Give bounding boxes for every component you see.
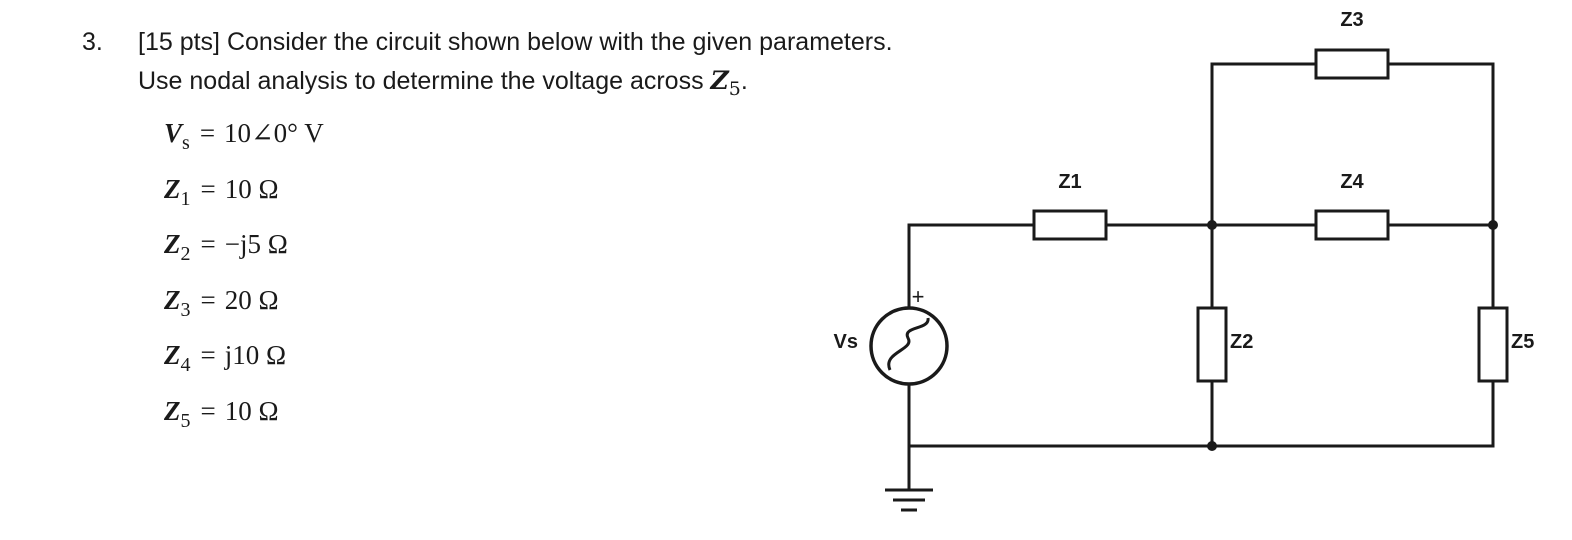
wire-z3-right xyxy=(1388,64,1493,225)
question-text-line-1: [15 pts] Consider the circuit shown below with the given parameters. xyxy=(138,28,893,56)
resistor-z4 xyxy=(1316,211,1388,239)
parameter-value: 10 Ω xyxy=(224,396,279,426)
label-vs: Vs xyxy=(833,331,858,353)
label-z1: Z1 xyxy=(1058,171,1082,193)
ground-icon xyxy=(885,490,933,510)
parameter-symbol: Z xyxy=(164,174,181,204)
parameter-value: 10∠0° V xyxy=(224,118,324,148)
junction-dot xyxy=(1207,220,1217,230)
parameter-subscript: s xyxy=(182,132,190,154)
label-z3: Z3 xyxy=(1340,9,1364,31)
wire-source-to-z1 xyxy=(909,225,1034,308)
label-plus: + xyxy=(911,284,925,309)
target-variable-subscript: 5 xyxy=(728,78,741,100)
equals-sign: = xyxy=(200,340,216,370)
resistor-z2 xyxy=(1198,308,1226,381)
equals-sign: = xyxy=(199,118,216,148)
parameter-symbol: Z xyxy=(164,229,181,259)
parameter-subscript: 3 xyxy=(180,299,191,321)
parameter-symbol: Z xyxy=(164,285,181,315)
parameter-subscript: 2 xyxy=(180,243,191,265)
parameter-value: 20 Ω xyxy=(224,285,279,315)
parameter-symbol: V xyxy=(164,118,183,148)
parameter-subscript: 4 xyxy=(180,354,191,376)
resistor-z5 xyxy=(1479,308,1507,381)
equals-sign: = xyxy=(200,396,216,426)
parameter-symbol: Z xyxy=(164,396,181,426)
label-z5: Z5 xyxy=(1511,331,1535,353)
target-variable: Z xyxy=(710,66,729,95)
question-number: 3. xyxy=(82,28,103,56)
voltage-source-icon xyxy=(871,308,947,384)
resistor-z1 xyxy=(1034,211,1106,239)
junction-dot xyxy=(1488,220,1498,230)
parameter-symbol: Z xyxy=(164,340,181,370)
junction-dot xyxy=(1207,441,1217,451)
equals-sign: = xyxy=(200,174,216,204)
parameter-value: 10 Ω xyxy=(224,174,279,204)
parameter-value: j10 Ω xyxy=(224,340,287,370)
label-z4: Z4 xyxy=(1340,171,1364,193)
equals-sign: = xyxy=(200,229,216,259)
parameter-subscript: 1 xyxy=(180,188,191,210)
question-period: . xyxy=(740,67,748,95)
wire-z3-left xyxy=(1212,64,1316,225)
equals-sign: = xyxy=(200,285,216,315)
parameter-value: −j5 Ω xyxy=(224,229,288,259)
label-z2: Z2 xyxy=(1230,331,1254,353)
resistor-z3 xyxy=(1316,50,1388,78)
parameter-subscript: 5 xyxy=(180,410,191,432)
question-text: Use nodal analysis to determine the voltage across xyxy=(138,67,711,95)
